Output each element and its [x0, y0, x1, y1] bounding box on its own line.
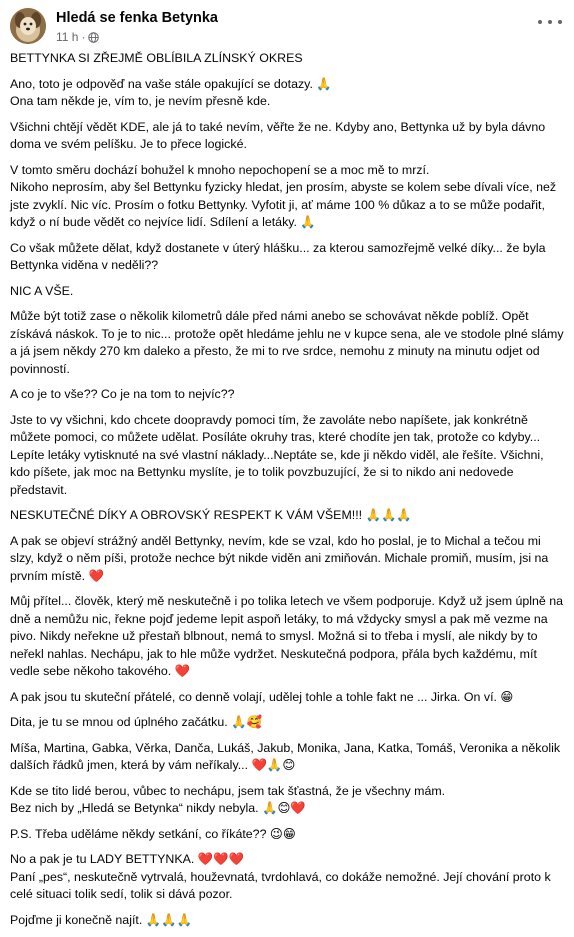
post-paragraph: Všichni chtějí vědět KDE, ale já to také nevím, věřte že ne. Kdyby ano, Bettynka už by byla dávno doma ve svém pelíšku. Je to přece logické.	[10, 119, 546, 151]
post-paragraph: Dita, je tu se mnou od úplného začátku. 🙏🥰	[10, 715, 262, 729]
post-paragraph: V tomto směru dochází bohužel k mnoho nepochopení se a moc mě to mrzí. Nikoho neprosím, aby šel Bettynku fyzicky hledat, jen prosím, abyste se kolem sebe dívali více, než jste zvyklí. Nic víc. Prosím o fotku Bettynky. Vyfotit ji, ať máme 100 % důkaz a to se může podařit, když o ní bude vědět co nejvíce lidí. Sdílení a letáky. 🙏	[10, 162, 557, 229]
dot	[558, 20, 562, 24]
post-paragraph: Můj přítel... člověk, který mě neskutečně i po tolika letech ve všem podporuje. Když už jsem úplně na dně a nemůžu nic, řekne pojď jedeme lepit aspoň letáky, to má vždycky smysl a pak mě vezme na pivo. Nikdy neřekne už přestaň blbnout, nemá to smysl. Možná si to třeba i myslí, ale nikdy by to neřekl nahlas. Nechápu, jak to hle může vydržet. Neskutečná podpora, přála bych každému, mít vedle sebe někoho takového. ❤️	[10, 594, 564, 678]
post-time-link[interactable]: 11 h	[56, 30, 79, 44]
dot	[538, 20, 542, 24]
dot	[548, 20, 552, 24]
post-paragraph: Co však můžete dělat, když dostanete v úterý hlášku... za kterou samozřejmě velké díky... že byla Bettynka viděna v neděli??	[10, 240, 546, 272]
more-options-icon[interactable]	[538, 14, 562, 30]
post-paragraph: Kde se tito lidé berou, vůbec to nechápu, jsem tak šťastná, že je všechny mám. Bez nich by „Hledá se Betynka“ nikdy nebyla. 🙏😊❤️	[10, 783, 446, 815]
post-paragraph: P.S. Třeba uděláme někdy setkání, co říkáte?? 😉😁	[10, 826, 296, 841]
post-paragraph: Ano, toto je odpověď na vaše stále opakující se dotazy. 🙏 Ona tam někde je, vím to, je nevím přesně kde.	[10, 76, 332, 108]
meta-separator: ·	[81, 30, 86, 44]
post-paragraph: Míša, Martina, Gabka, Věrka, Danča, Lukáš, Jakub, Monika, Jana, Katka, Tomáš, Veronika a několik dalších řádků jmen, která by vám neříkaly... ❤️🙏😊	[10, 740, 561, 772]
post-paragraph: Pojďme ji konečně najít. 🙏🙏🙏	[10, 912, 193, 927]
post-body	[10, 50, 566, 937]
globe-icon[interactable]	[88, 32, 99, 43]
post-paragraph: NIC A VŠE.	[10, 283, 74, 298]
dog-photo-icon	[10, 8, 46, 44]
post-header	[10, 8, 564, 44]
page-name-link[interactable]: Hledá se fenka Betynka	[56, 10, 218, 26]
post-paragraph: A pak se objeví strážný anděl Bettynky, nevím, kde se vzal, kdo ho poslal, je to Michal a tečou mi slzy, když o něm píši, protože nechce být nikde viděn ani zmiňován. Michale promiň, musím, jsi na prvním místě. ❤️	[10, 533, 549, 583]
post-paragraph: NESKUTEČNÉ DÍKY A OBROVSKÝ RESPEKT K VÁM VŠEM!!! 🙏🙏🙏	[10, 508, 412, 522]
post-paragraph: A pak jsou tu skuteční přátelé, co denně volají, udělej tohle a tohle fakt ne ... Jirka. On ví. 😁	[10, 689, 514, 704]
post-paragraph: BETTYNKA SI ZŘEJMĚ OBLÍBILA ZLÍNSKÝ OKRES	[10, 51, 303, 65]
post-paragraph: Může být totiž zase o několik kilometrů dále před námi anebo se schovávat někde poblíž. Opět získává náskok. To je to nic... protože opět hledáme jehlu ne v kupce sena, ale ve stodole plné slámy a já jsem někdy 270 km daleko a přesto, že mi to rve srdce, nemohu z minuty na minutu odjet od povinností.	[10, 309, 564, 376]
post-paragraph: Jste to vy všichni, kdo chcete doopravdy pomoci tím, že zavoláte nebo napíšete, jak konkrétně můžete pomoci, co můžete udělat. Posíláte okruhy tras, které chodíte jen tak, protože co kdyby... Lepíte letáky vytisknuté na své vlastní náklady...Neptáte se, kde ji někdo viděl, ale řešíte. Všichni, kdo píšete, jak moc na Bettynku myslíte, je to tolik povzbuzující, že si to nikdo ani nedovede představit.	[10, 412, 544, 497]
post-paragraph: A co je to vše?? Co je na tom to nejvíc??	[10, 387, 235, 401]
page-avatar[interactable]	[10, 8, 46, 44]
post-meta	[56, 30, 99, 44]
post-paragraph: No a pak je tu LADY BETTYNKA. ❤️❤️❤️ Paní „pes“, neskutečně vytrvalá, houževnatá, tvrdohlavá, co dokáže nemožné. Její chování proto k celé situaci tolik sedí, tolik si dává pozor.	[10, 852, 551, 901]
